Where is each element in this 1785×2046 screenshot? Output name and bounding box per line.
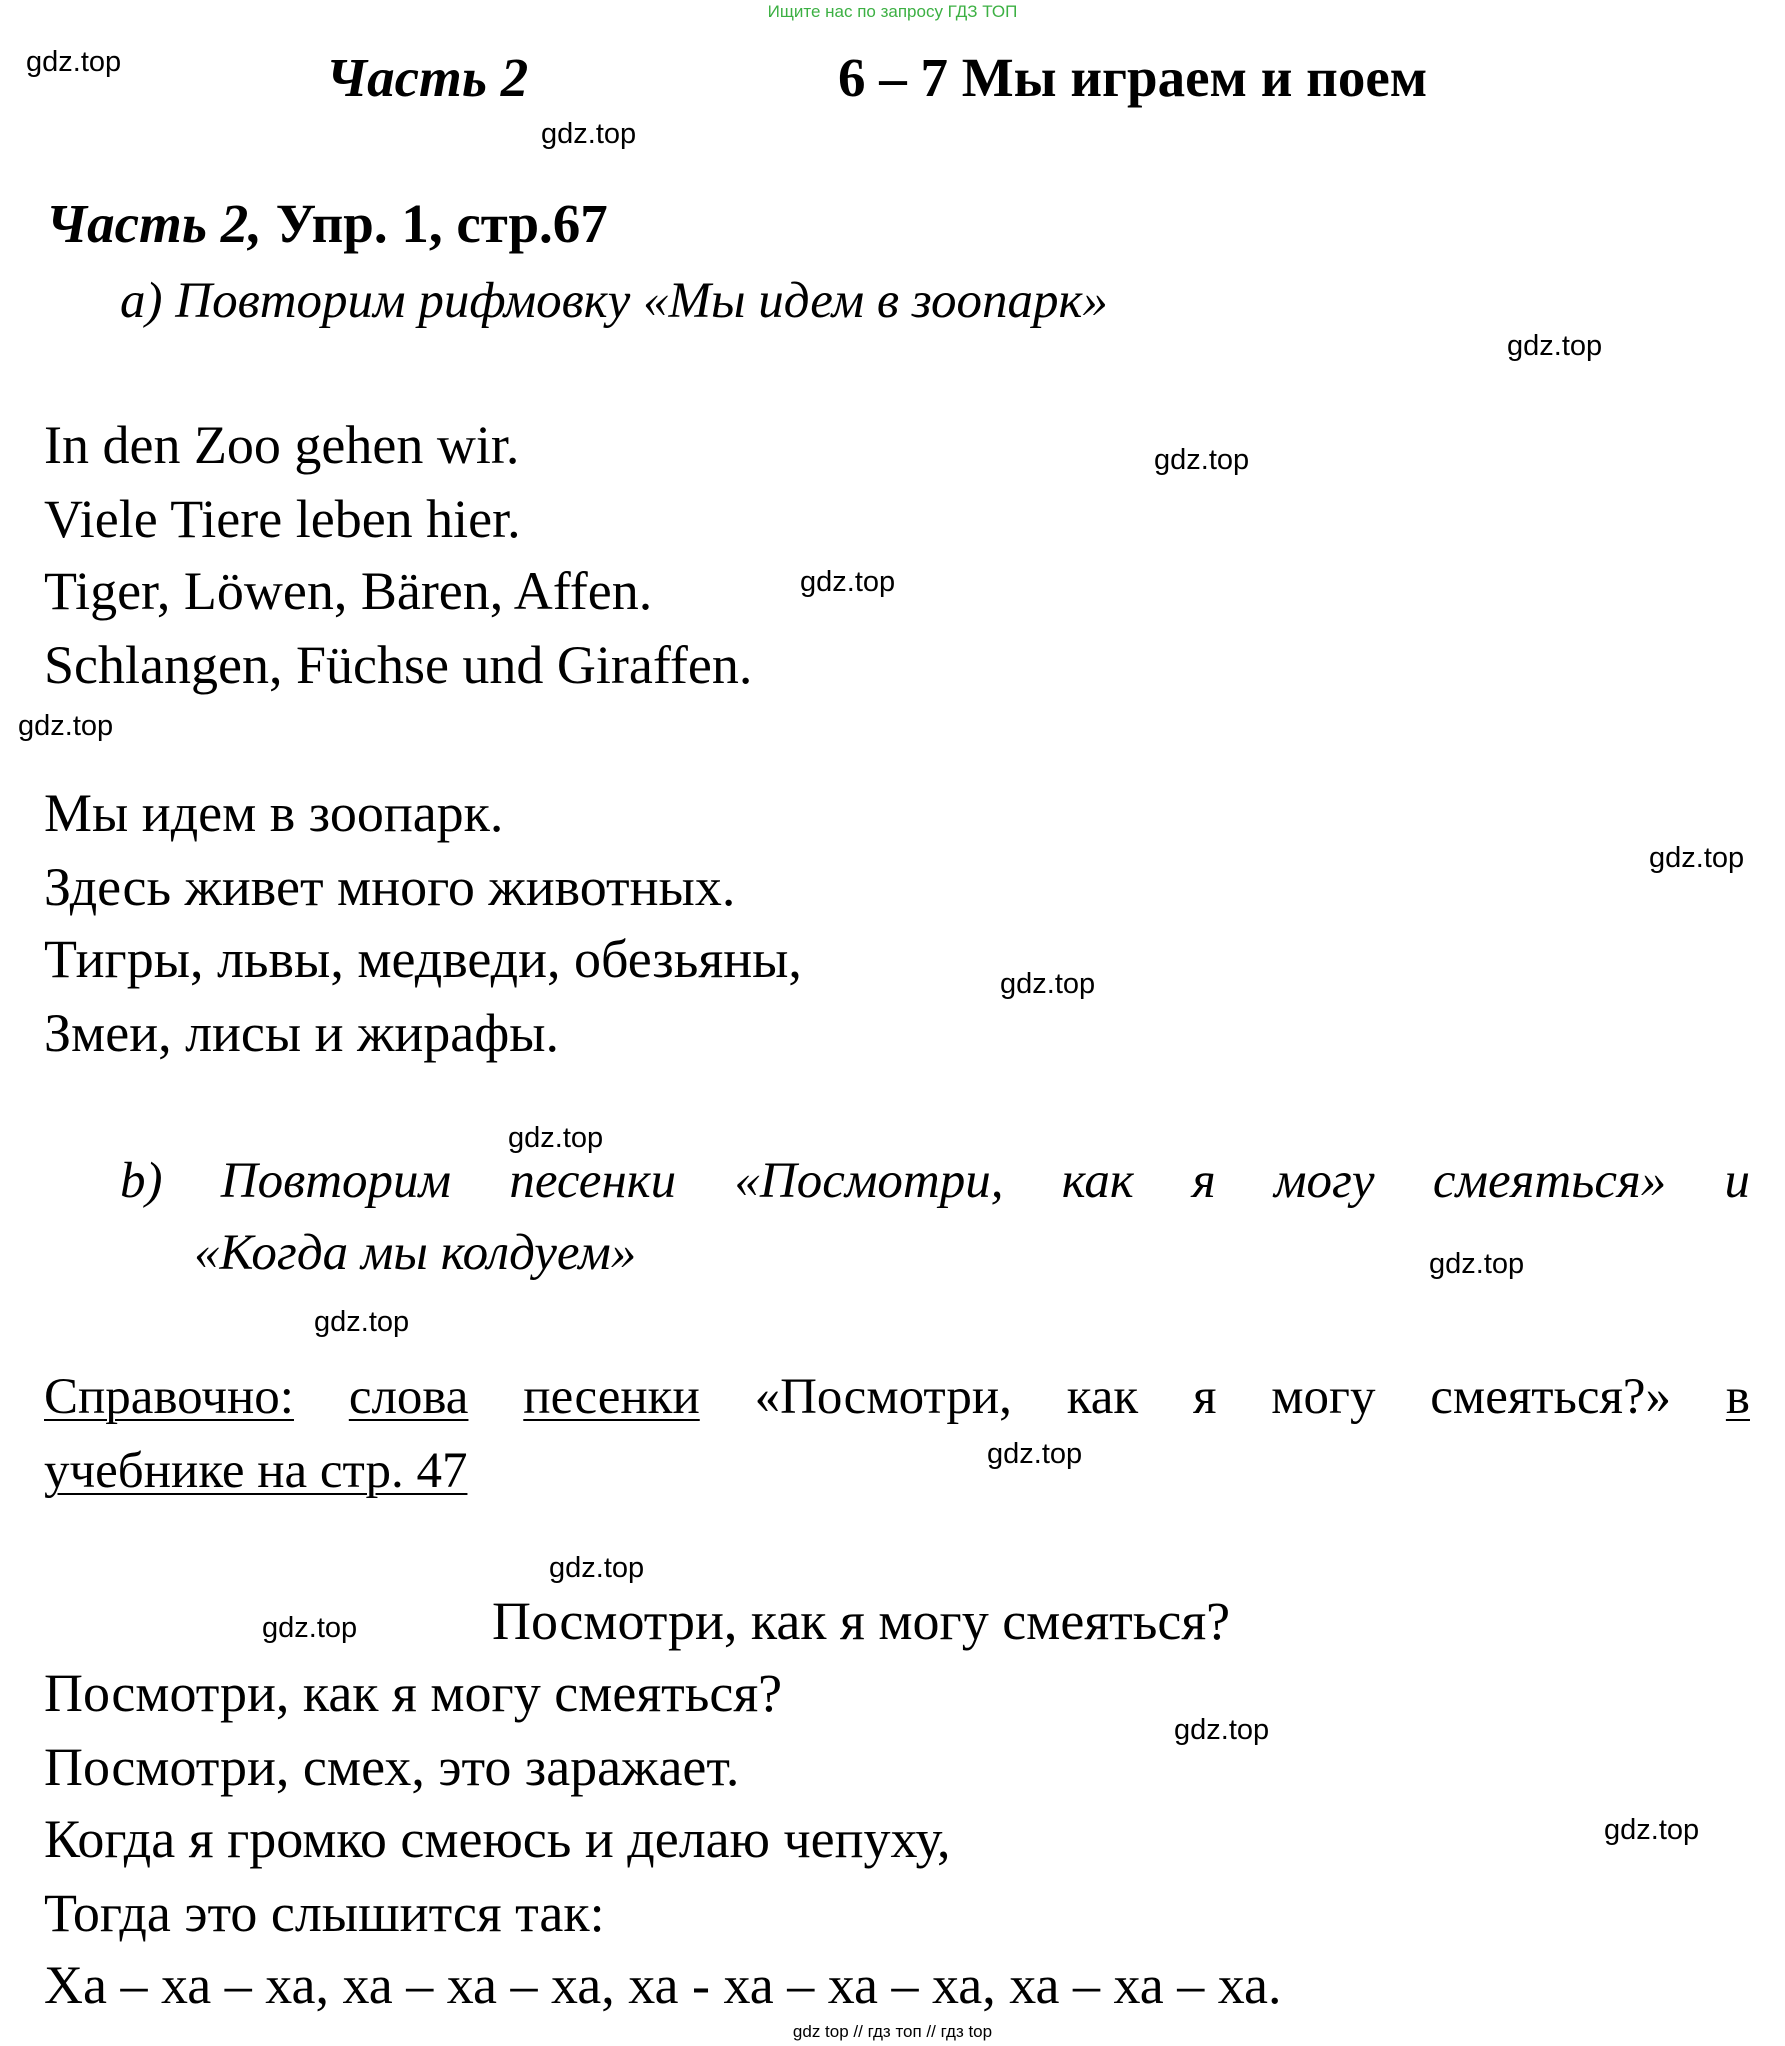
watermark: gdz.top bbox=[18, 710, 114, 742]
poem-de-line: Tiger, Löwen, Bären, Affen. bbox=[44, 561, 653, 621]
task-b-word: я bbox=[1191, 1153, 1216, 1209]
watermark: gdz.top bbox=[508, 1122, 604, 1154]
task-b-line1 bbox=[120, 1152, 1750, 1210]
poem-ru-line: Тигры, львы, медведи, обезьяны, bbox=[44, 929, 802, 989]
reference-word: песенки bbox=[523, 1369, 700, 1425]
exercise-part: Часть 2, bbox=[46, 193, 262, 254]
task-b-word: смеяться» bbox=[1432, 1153, 1667, 1209]
song-line: Когда я громко смеюсь и делаю чепуху, bbox=[44, 1809, 951, 1869]
poem-de-line: Viele Tiere leben hier. bbox=[44, 489, 521, 549]
task-b-word: Повторим bbox=[220, 1153, 452, 1209]
task-b-word: песенки bbox=[509, 1153, 677, 1209]
reference-line2: учебнике на стр. 47 bbox=[44, 1443, 468, 1499]
watermark: gdz.top bbox=[1429, 1248, 1525, 1280]
watermark: gdz.top bbox=[1000, 968, 1096, 1000]
reference-word: смеяться?» bbox=[1430, 1369, 1672, 1425]
task-b-word: и bbox=[1724, 1153, 1750, 1209]
exercise-heading bbox=[46, 192, 608, 255]
watermark: gdz.top bbox=[549, 1552, 645, 1584]
poem-ru-line: Мы идем в зоопарк. bbox=[44, 783, 504, 843]
watermark: gdz.top bbox=[314, 1306, 410, 1338]
watermark: gdz.top bbox=[987, 1438, 1083, 1470]
reference-word: как bbox=[1066, 1369, 1139, 1425]
task-b-word: могу bbox=[1273, 1153, 1375, 1209]
watermark: gdz.top bbox=[1154, 444, 1250, 476]
song-line: Тогда это слышится так: bbox=[44, 1883, 605, 1943]
watermark: gdz.top bbox=[800, 566, 896, 598]
reference-word: слова bbox=[348, 1369, 469, 1425]
footer-links[interactable]: gdz top // гдз топ // гдз top bbox=[792, 2022, 993, 2041]
song-line: Ха – ха – ха, ха – ха – ха, ха - ха – ха – ха, ха – ха – ха. bbox=[44, 1955, 1282, 2015]
poem-de-line: In den Zoo gehen wir. bbox=[44, 415, 520, 475]
poem-ru-line: Змеи, лисы и жирафы. bbox=[44, 1003, 560, 1063]
reference-word: могу bbox=[1271, 1369, 1376, 1425]
header-part: Часть 2 bbox=[326, 47, 529, 108]
song-title: Посмотри, как я могу смеяться? bbox=[492, 1591, 1231, 1651]
poem-ru-line: Здесь живет много животных. bbox=[44, 857, 736, 917]
task-a: a) Повторим рифмовку «Мы идем в зоопарк» bbox=[120, 273, 1108, 329]
poem-de-line: Schlangen, Füchse und Giraffen. bbox=[44, 635, 753, 695]
watermark: gdz.top bbox=[1507, 330, 1603, 362]
reference-word: я bbox=[1192, 1369, 1217, 1425]
header-topic: 6 – 7 Мы играем и поем bbox=[838, 47, 1428, 108]
reference-word: Справочно: bbox=[44, 1369, 294, 1425]
watermark: gdz.top bbox=[541, 118, 637, 150]
task-b-line2: «Когда мы колдуем» bbox=[194, 1225, 637, 1281]
song-line: Посмотри, смех, это заражает. bbox=[44, 1737, 740, 1797]
watermark: gdz.top bbox=[26, 46, 122, 78]
watermark: gdz.top bbox=[1174, 1714, 1270, 1746]
watermark: gdz.top bbox=[262, 1612, 358, 1644]
song-line: Посмотри, как я могу смеяться? bbox=[44, 1663, 783, 1723]
top-banner[interactable]: Ищите нас по запросу ГДЗ ТОП bbox=[767, 2, 1018, 21]
reference-word: «Посмотри, bbox=[754, 1369, 1012, 1425]
exercise-ref: Упр. 1, стр.67 bbox=[261, 193, 608, 254]
watermark: gdz.top bbox=[1649, 842, 1745, 874]
reference-line1 bbox=[44, 1368, 1750, 1426]
task-b-word: b) bbox=[120, 1153, 163, 1209]
reference-word: в bbox=[1725, 1369, 1750, 1425]
watermark: gdz.top bbox=[1604, 1814, 1700, 1846]
task-b-word: как bbox=[1061, 1153, 1134, 1209]
task-b-word: «Посмотри, bbox=[734, 1153, 1004, 1209]
